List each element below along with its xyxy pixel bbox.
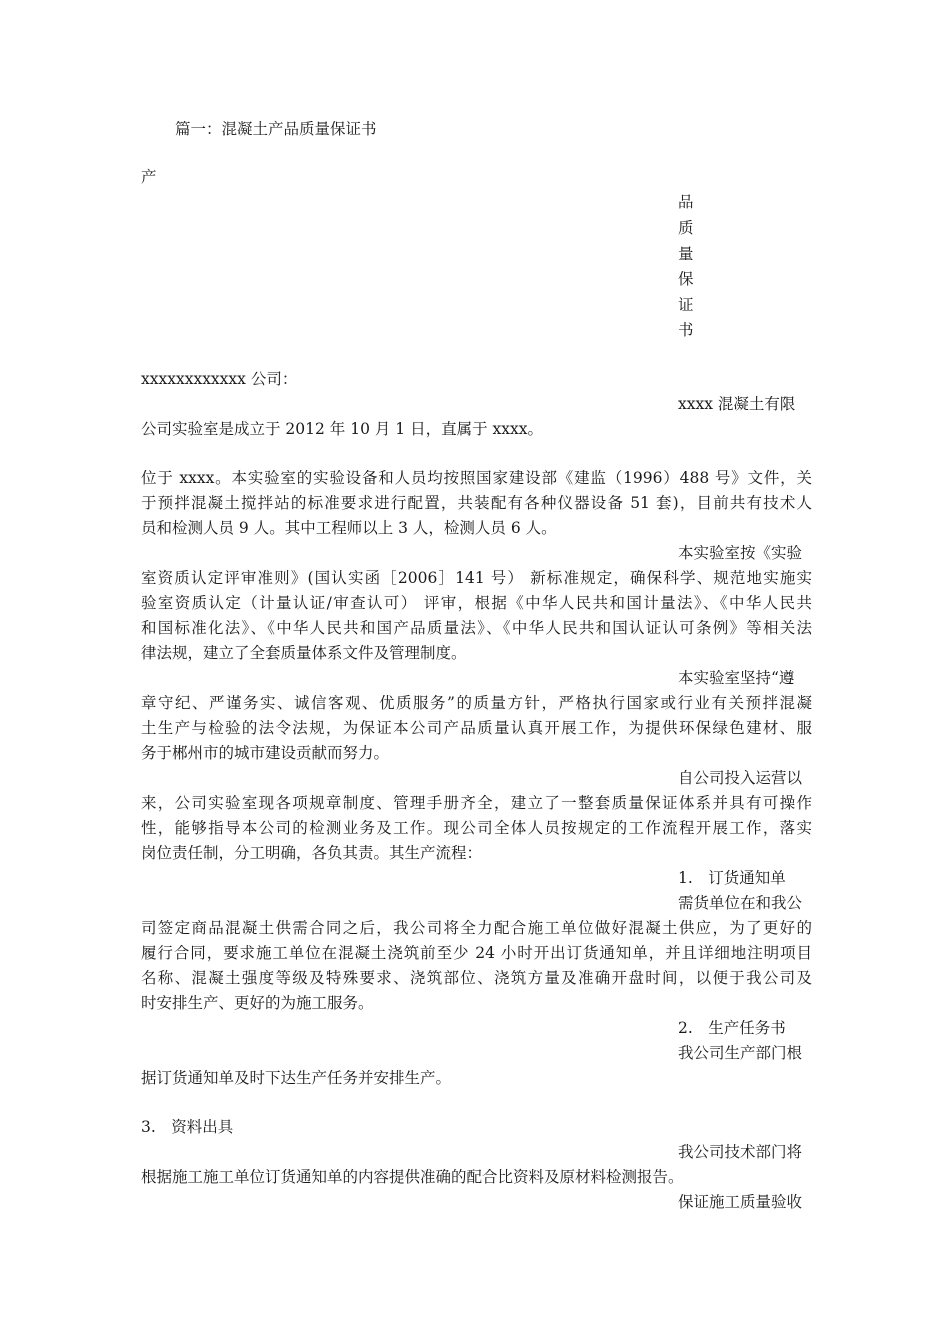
list-item-heading: 3. 资料出具	[141, 1118, 234, 1136]
paragraph-line: 来，公司实验室现各项规章制度、管理手册齐全，建立了一整套质量保证体系并具有可操作	[141, 794, 812, 812]
paragraph-lead: 需货单位在和我公	[678, 894, 803, 912]
heading-first-char: 产	[141, 168, 157, 186]
paragraph-lead: 本实验室按《实验	[678, 544, 803, 562]
paragraph-lead: 我公司技术部门将	[678, 1143, 803, 1161]
paragraph-line: 和国标准化法》、《中华人民共和国产品质量法》、《中华人民共和国认证认可条例》等相关法	[141, 619, 812, 637]
paragraph-line: 名称、混凝土强度等级及特殊要求、浇筑部位、浇筑方量及准确开盘时间，以便于我公司及	[141, 969, 812, 987]
document-title: 篇一：混凝土产品质量保证书	[175, 120, 377, 138]
paragraph-line: 岗位责任制，分工明确，各负其责。其生产流程：	[141, 844, 483, 862]
heading-vertical-char: 品	[678, 193, 694, 211]
paragraph-line: 根据施工施工单位订货通知单的内容提供准确的配合比资料及原材料检测报告。	[141, 1168, 684, 1186]
list-item-heading: 2. 生产任务书	[678, 1019, 786, 1037]
paragraph-lead: 本实验室坚持“遵	[678, 669, 795, 687]
paragraph-lead: 保证施工质量验收	[678, 1193, 803, 1211]
paragraph-line: 员和检测人员 9 人。其中工程师以上 3 人，检测人员 6 人。	[141, 519, 557, 537]
heading-vertical-char: 质	[678, 219, 694, 237]
heading-vertical-char: 书	[678, 321, 694, 339]
paragraph-line: 室资质认定评审准则》(国认实函［2006］141 号） 新标准规定，确保科学、规范地实施实	[141, 569, 812, 587]
salutation: xxxxxxxxxxxx 公司：	[141, 370, 298, 388]
paragraph-line: 位于 xxxx。本实验室的实验设备和人员均按照国家建设部《建监（1996）488 号》文件，关	[141, 469, 812, 487]
paragraph-line: 公司实验室是成立于 2012 年 10 月 1 日，直属于 xxxx。	[141, 420, 543, 438]
paragraph-line: 验室资质认定（计量认证/审查认可） 评审，根据《中华人民共和国计量法》、《中华人民共	[141, 594, 812, 612]
paragraph-line: 履行合同，要求施工单位在混凝土浇筑前至少 24 小时开出订货通知单，并且详细地注明项目	[141, 944, 812, 962]
paragraph-line: 司签定商品混凝土供需合同之后，我公司将全力配合施工单位做好混凝土供应，为了更好的	[141, 919, 812, 937]
paragraph-line: 于预拌混凝土搅拌站的标准要求进行配置，共装配有各种仪器设备 51 套)，目前共有技术人	[141, 494, 812, 512]
paragraph-line: 务于郴州市的城市建设贡献而努力。	[141, 744, 390, 762]
paragraph-line: 性，能够指导本公司的检测业务及工作。现公司全体人员按规定的工作流程开展工作，落实	[141, 819, 812, 837]
paragraph-lead: 我公司生产部门根	[678, 1044, 803, 1062]
paragraph-lead: 自公司投入运营以	[678, 769, 803, 787]
heading-vertical-char: 保	[678, 270, 694, 288]
paragraph-line: 章守纪、严谨务实、诚信客观、优质服务”的质量方针，严格执行国家或行业有关预拌混凝	[141, 694, 812, 712]
paragraph-line: 据订货通知单及时下达生产任务并安排生产。	[141, 1069, 452, 1087]
heading-vertical-char: 证	[678, 296, 694, 314]
paragraph-line: 时安排生产、更好的为施工服务。	[141, 994, 374, 1012]
paragraph-line: 律法规，建立了全套质量体系文件及管理制度。	[141, 644, 467, 662]
paragraph-line: 土生产与检验的法令法规，为保证本公司产品质量认真开展工作，为提供环保绿色建材、服	[141, 719, 812, 737]
paragraph-lead: xxxx 混凝土有限	[678, 395, 796, 413]
list-item-heading: 1. 订货通知单	[678, 869, 786, 887]
heading-vertical-char: 量	[678, 245, 694, 263]
